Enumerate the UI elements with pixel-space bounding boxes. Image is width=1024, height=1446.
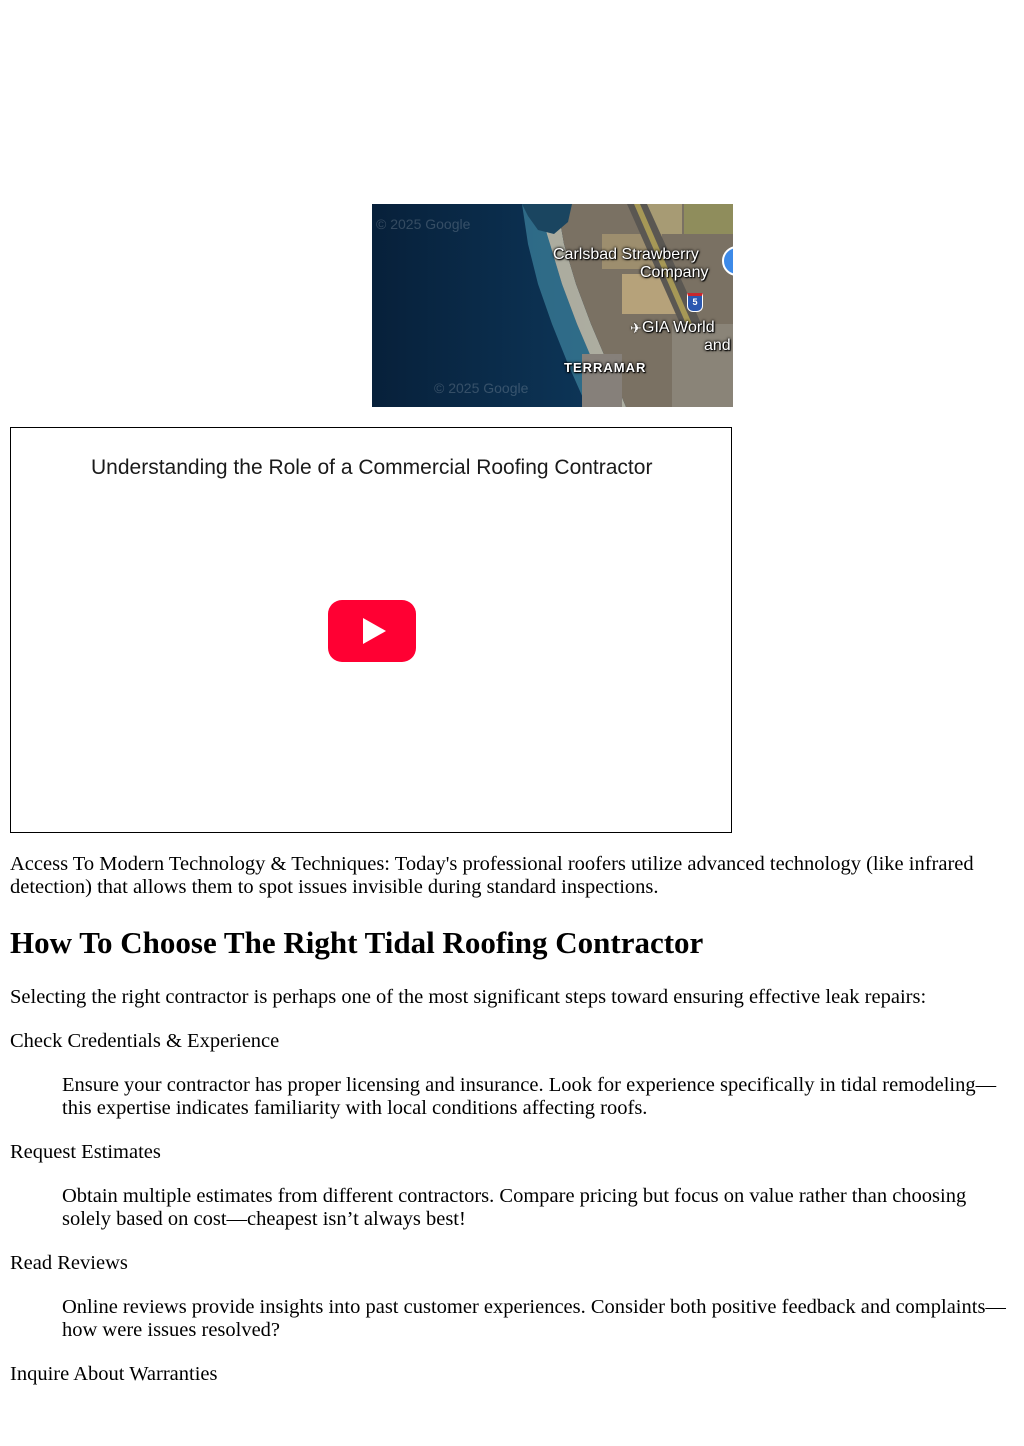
map-satellite-image xyxy=(372,204,733,407)
airplane-icon: ✈ xyxy=(630,321,642,337)
intro-paragraph: Access To Modern Technology & Techniques: Today's professional roofers utilize advanced technology (like infrared detection) that allows them to spot issues invisible during standard inspections. xyxy=(10,853,974,898)
list-description: Online reviews provide insights into past customer experiences. Consider both positive feedback and complaints—how were issues resolved? xyxy=(62,1296,1006,1341)
map-watermark: © 2025 Google xyxy=(376,216,471,232)
list-term: Check Credentials & Experience xyxy=(10,1030,280,1052)
map-label-place[interactable]: and xyxy=(704,337,731,354)
video-embed[interactable] xyxy=(10,427,732,833)
map-watermark: © 2025 Google xyxy=(434,380,529,396)
map-label-place[interactable]: Carlsbad Strawberry xyxy=(553,246,699,263)
list-description: Obtain multiple estimates from different contractors. Compare pricing but focus on value rather than choosing solely based on cost—cheapest isn’t always best! xyxy=(62,1185,967,1230)
list-term: Read Reviews xyxy=(10,1252,128,1274)
map-label-place[interactable]: GIA World xyxy=(642,319,715,336)
list-term: Inquire About Warranties xyxy=(10,1363,218,1385)
route-shield-icon: 5 xyxy=(687,293,703,312)
play-button[interactable] xyxy=(328,600,416,662)
map-label-place[interactable]: Company xyxy=(640,264,709,281)
video-title[interactable]: Understanding the Role of a Commercial Roofing Contractor xyxy=(91,456,653,479)
list-term: Request Estimates xyxy=(10,1141,161,1163)
section-heading: How To Choose The Right Tidal Roofing Contractor xyxy=(10,925,704,960)
map-embed[interactable] xyxy=(372,204,733,407)
list-description: Ensure your contractor has proper licensing and insurance. Look for experience specifically in tidal remodeling—this expertise indicates familiarity with local conditions affecting roofs. xyxy=(62,1074,997,1119)
map-label-neighborhood: TERRAMAR xyxy=(564,360,647,375)
play-icon xyxy=(328,600,416,662)
section-lead: Selecting the right contractor is perhaps one of the most significant steps toward ensuring effective leak repairs: xyxy=(10,986,927,1008)
